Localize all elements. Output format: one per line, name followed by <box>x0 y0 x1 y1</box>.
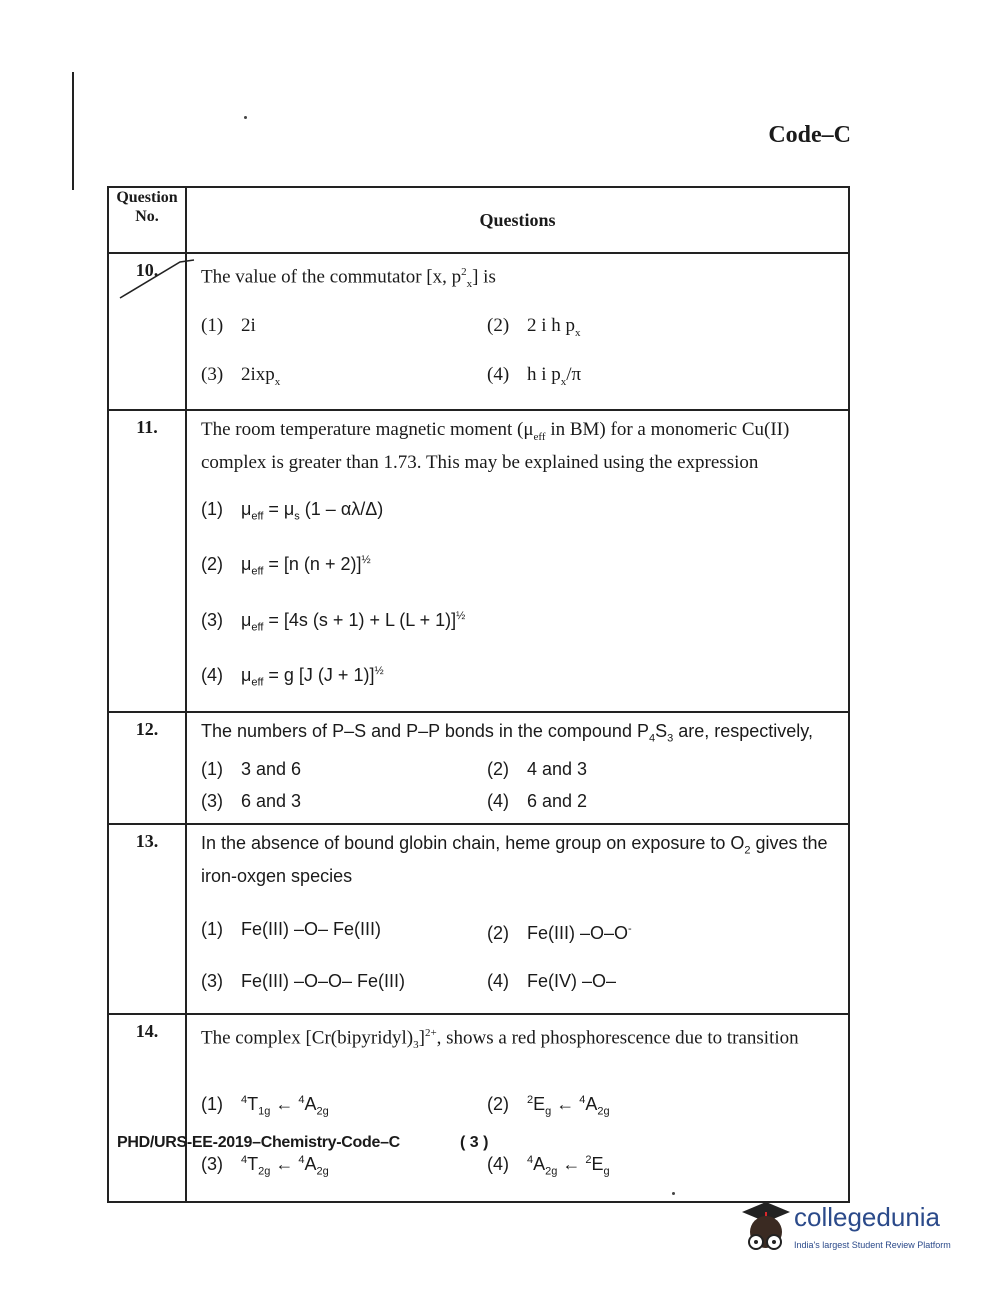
option: (1) $^4T_{1g}$ ← $^4A_{2g}$ <box>201 1094 329 1118</box>
option: (4) $^4A_{2g}$ ← $^2E_g$ <box>487 1153 610 1178</box>
question-row <box>108 1014 849 1202</box>
option: (1) $\mu_{eff} = \mu_s$ (1 – αλ/Δ) <box>201 498 384 523</box>
question-body <box>186 253 849 410</box>
option: (2) Fe(III) –O–O- <box>487 923 632 944</box>
header-question-no: Question No. <box>108 187 186 253</box>
question-stem: The complex $[Cr(bipyridyl)_3]^{2+}$, shows a red phosphorescence due to transition <box>201 1027 799 1052</box>
question-stem: The room temperature magnetic moment ($\mu_{eff}$ in BM) for a monomeric Cu(II) complex is greater than 1.73. This may be explained using the expression <box>201 418 790 473</box>
margin-line <box>72 72 74 190</box>
option: (4) 6 and 2 <box>487 791 588 812</box>
question-stem: The numbers of P–S and P–P bonds in the compound $P_4S_3$ are, respectively, <box>201 720 813 745</box>
option: (2) 2 i h $p_x$ <box>487 315 581 339</box>
header-questions: Questions <box>186 187 849 253</box>
question-number: 13. <box>108 824 186 1014</box>
footer-page-number: ( 3 ) <box>460 1134 489 1151</box>
question-body <box>186 824 849 1014</box>
options-list <box>201 487 844 705</box>
option: (3) 6 and 3 <box>201 791 302 812</box>
logo-wordmark: collegedunia <box>794 1202 941 1232</box>
option: (2) 4 and 3 <box>487 759 588 780</box>
option: (1) 2i <box>201 315 256 337</box>
student-mascot-icon <box>736 1198 794 1260</box>
question-body <box>186 410 849 712</box>
question-row <box>108 824 849 1014</box>
options-grid <box>201 753 844 817</box>
logo-tagline: India's largest Student Review Platform <box>794 1240 951 1250</box>
question-stem: The value of the commutator [x, $p^2_x$] is <box>201 266 496 291</box>
question-row <box>108 712 849 825</box>
option: (4) Fe(IV) –O– <box>487 971 617 992</box>
question-stem: In the absence of bound globin chain, heme group on exposure to $O_2$ gives the iron-oxgen species <box>201 833 828 887</box>
option: (4) $\mu_{eff} = g$ [J (J + 1)]$^{\frac{1}{2}}$ <box>201 665 384 689</box>
question-number: 10. <box>108 253 186 410</box>
code-label: Code–C <box>768 122 851 148</box>
option: (3) $^4T_{2g}$ ← $^4A_{2g}$ <box>201 1153 329 1178</box>
table-header-row <box>108 187 849 253</box>
question-number: 12. <box>108 712 186 825</box>
question-number: 14. <box>108 1014 186 1202</box>
question-number: 11. <box>108 410 186 712</box>
option: (4) h i $p_x/\pi$ <box>487 363 582 388</box>
options-grid <box>201 305 844 403</box>
question-body <box>186 1014 849 1202</box>
option: (1) 3 and 6 <box>201 759 302 780</box>
option: (2) $^2E_g$ ← $^4A_{2g}$ <box>487 1094 610 1118</box>
questions-table <box>107 186 850 1203</box>
option: (3) Fe(III) –O–O– Fe(III) <box>201 971 406 992</box>
options-grid <box>201 907 844 1007</box>
option: (2) $\mu_{eff} = [n$ (n + 2)]$^{\frac{1}{2}}$ <box>201 554 371 578</box>
question-row <box>108 410 849 712</box>
question-row <box>108 253 849 410</box>
collegedunia-logo <box>736 1198 966 1260</box>
option: (3) 2ixp$_x$ <box>201 363 281 388</box>
option: (1) Fe(III) –O– Fe(III) <box>201 919 382 940</box>
footer-exam-code: PHD/URS-EE-2019–Chemistry-Code–C <box>117 1134 400 1151</box>
pen-slash-mark <box>118 252 198 302</box>
question-body <box>186 712 849 825</box>
option: (3) $\mu_{eff} = [4s$ (s + 1) + L (L + 1)]$^{\frac{1}{2}}$ <box>201 609 466 634</box>
speck <box>244 116 247 119</box>
